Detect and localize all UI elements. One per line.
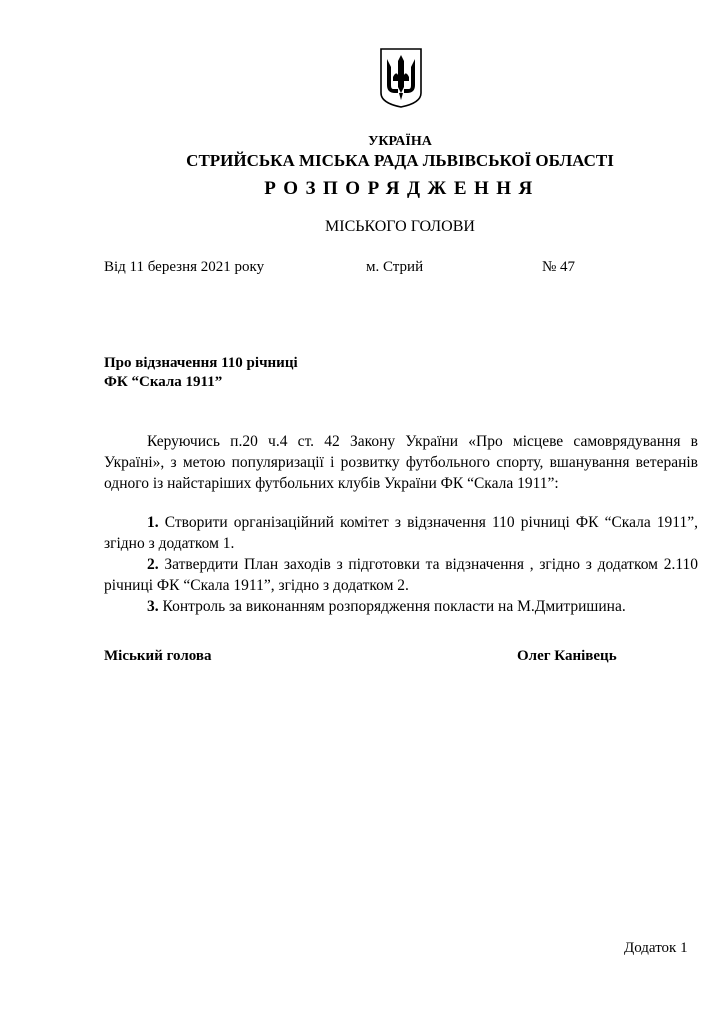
council-heading: СТРИЙСЬКА МІСЬКА РАДА ЛЬВІВСЬКОЇ ОБЛАСТІ [186,151,614,170]
order-items [104,512,698,617]
item-text: Контроль за виконанням розпорядження покласти на М.Дмитришина. [158,598,626,615]
subject-line-2: ФК “Скала 1911” [104,374,223,390]
signatory-title: Міський голова [104,648,212,664]
order-item [104,554,698,596]
item-number: 1. [147,514,159,531]
order-item [104,596,698,617]
document-type-heading: РОЗПОРЯДЖЕННЯ [264,178,540,199]
item-text: Затвердити План заходів з підготовки та відзначення , згідно з додатком 2.110 річниці ФК “Скала 1911”, згідно з додатком 2. [104,556,698,594]
item-number: 3. [147,598,159,615]
item-number: 2. [147,556,159,573]
appendix-label: Додаток 1 [624,940,688,956]
document-date: Від 11 березня 2021 року [104,259,265,275]
document-city: м. Стрий [366,259,424,275]
document-subject [104,354,298,392]
subject-line-1: Про відзначення 110 річниці [104,355,298,371]
tryzub-icon [379,47,423,109]
signatory-name: Олег Канівець [517,648,617,664]
document-number: № 47 [542,259,576,275]
item-text: Створити організаційний комітет з відзначення 110 річниці ФК “Скала 1911”, згідно з додатком 1. [104,514,698,552]
preamble-paragraph [104,431,698,494]
order-item [104,512,698,554]
issuer-heading: МІСЬКОГО ГОЛОВИ [325,218,475,235]
preamble-text: Керуючись п.20 ч.4 ст. 42 Закону України «Про місцеве самоврядування в Україні», з метою популяризації і розвитку футбольного спорту, вшанування ветеранів одного із найстаріших футбольних клубів України ФК “Скала 1911”: [104,433,698,492]
country-heading: УКРАЇНА [368,134,432,149]
